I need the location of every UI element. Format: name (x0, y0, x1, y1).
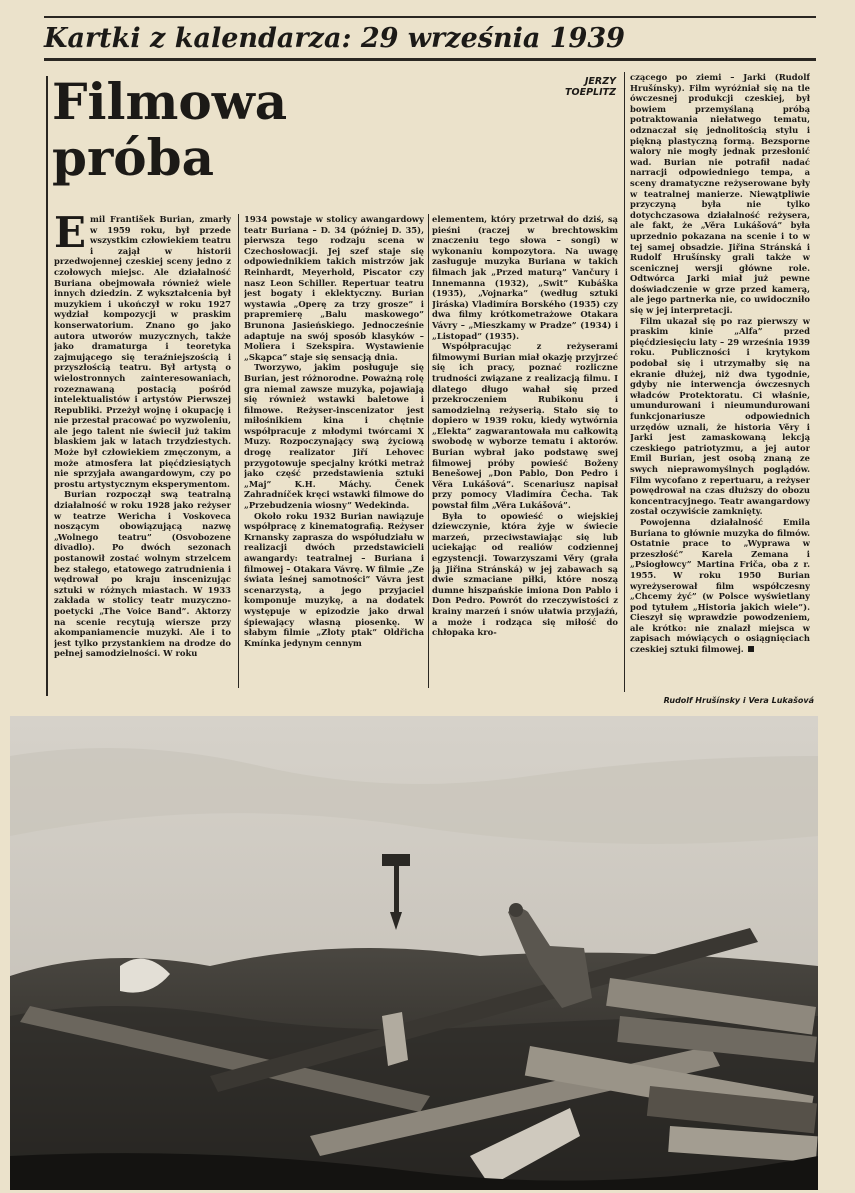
column-rule (624, 72, 625, 692)
paragraph: elementem, który przetrwał do dziś, są pieśni (raczej w brechtowskim znaczeniu tego słowa – songi) w wykonaniu kompozytora. Na uwagę zasługuje muzyka Buriana w takich filmach jak „Przed maturą” Vančury i Innemanna (1932), „Swit” Kubáška (1935), „Vojnarka” (według sztuki Jiráska) Vladimíra Borského (1935) czy dwa filmy krótkometrażowe Otakara Vávry – „Mieszkamy w Pradze” (1934) i „Listopad” (1935). (432, 214, 618, 341)
paragraph-text: mil František Burian, zmarły w 1959 roku, był przede wszystkim człowiekiem teatru i zajął w historii przedwojennej czeskiej sceny jedno z czołowych miejsc. Ale działalność Buriana obejmowała również wiele innych dziedzin. Z wykształcenia był muzykiem i ukończył w roku 1927 wydział kompozycji w praskim konserwatorium. Znano go jako autora utworów muzycznych, także jako dramaturga i teoretyka zajmującego się teraźniejszością i przyszłością teatru. Był artystą o wielostronnych zainteresowaniach, rozeznawaną postacią pośród intelektualistów i artystów Pierwszej Republiki. Przeżył wojnę i okupację i nie przestał pracować po wyzwoleniu, ale jego talent nie świecił już takim blaskiem jak w latach trzydziestych. Może był człowiekiem zmęczonym, a może atmosfera lat pięćdziesiątych nie sprzyjała awangardowym, czy po prostu artystycznym eksperymentom. (54, 214, 231, 489)
section-header: Kartki z kalendarza: 29 września 1939 (44, 23, 625, 54)
paragraph: Była to opowieść o wiejskiej dziewczynie, która żyje w świecie marzeń, przeciwstawiając się lub uciekając od realiów codziennej egzystencji. Towarzyszami Věry (grała ją Jiřina Stránská) w jej zabawach są dwie szmaciane piłki, które noszą dumne hiszpańskie imiona Don Pablo i Don Pedro. Powrót do rzeczywistości z krainy marzeń i snów ułatwia przyjaźń, a może i rodząca się miłość do chłopaka kro- (432, 510, 618, 638)
paragraph (630, 517, 810, 655)
paragraph: czącego po ziemi – Jarki (Rudolf Hrušínsky). Film wyróżniał się na tle ówczesnej produkcji czeskiej, był bowiem przemyślaną próbą potraktowania niełatwego tematu, odznaczał się jednolitością stylu i piękną plastyczną formą. Bezsporne walory nie mogły jednak przesłonić wad. Burian nie potrafił nadać narracji odpowiedniego tempa, a sceny dramatyczne reżyserowane były w teatralnej manierze. Niewątpliwie przyczyną była nie tylko dotychczasowa działalność reżysera, ale fakt, że „Věra Lukášová” była uprzednio pokazana na scenie i to w tej samej obsadzie. Jiřina Stránská i Rudolf Hrušínsky grali także w scenicznej wersji główne role. Odtwórca Jarki miał już pewne doświadczenie w grze przed kamerą, ale jego partnerka nie, co uwidoczniło się w jej interpretacji. (630, 72, 810, 316)
paragraph: Współpracując z reżyserami filmowymi Burian miał okazję przyjrzeć się ich pracy, poznać rozliczne trudności związane z realizacją filmu. I dlatego długo wahał się przed przekroczeniem Rubikonu i samodzielną reżyserią. Stało się to dopiero w 1939 roku, kiedy wytwórnia „Elekta” zagwarantowała mu całkowitą swobodę w wyborze tematu i aktorów. Burian wybrał jako podstawę swej filmowej próby powieść Boženy Benešowej „Don Pablo, Don Pedro i Věra Lukášová”. Scenariusz napisał przy pomocy Vladimíra Čecha. Tak powstał film „Věra Lukášová”. (432, 341, 618, 511)
article-title (52, 74, 287, 186)
article-column-1 (54, 214, 231, 688)
author-first-name: JERZY (584, 76, 616, 87)
header-rule (44, 58, 816, 61)
author-byline (552, 76, 616, 98)
drop-cap: E (54, 214, 87, 257)
column-rule (238, 214, 239, 688)
author-last-name: TOEPLITZ (565, 87, 616, 98)
column-rule (428, 214, 429, 688)
top-rule (44, 16, 816, 18)
title-line-2: próba (52, 128, 215, 187)
paragraph: 1934 powstaje w stolicy awangardowy teatr Buriana – D. 34 (później D. 35), pierwsza tego rodzaju scena w Czechosłowacji. Jej szef staje się odpowiednikiem takich mistrzów jak Reinhardt, Meyerhold, Piscator czy nasz Leon Schiller. Repertuar teatru jest bogaty i eklektyczny. Burian wystawia „Operę za trzy grosze” i prapremierę „Balu maskowego” Brunona Jasieńskiego. Jednocześnie adaptuje na swój sposób klasyków – Moliera i Szekspira. Wystawienie „Skąpca” staje się sensacją dnia. (244, 214, 424, 362)
photo-caption: Rudolf Hrušínsky i Vera Lukašová (663, 696, 814, 705)
paragraph: Około roku 1932 Burian nawiązuje współpracę z kinematografią. Reżyser Krnansky zaprasza do współudziału w realizacji dwóch przedstawicieli awangardy: teatralnej – Buriana i filmowej – Otakara Vávrę. W filmie „Ze świata leśnej samotności” Vávra jest scenarzystą, a jego przyjaciel komponuje muzykę, a na dodatek występuje w epizodzie jako drwal śpiewający własną piosenkę. W słabym filmie „Złoty ptak” Oldřicha Kmínka jedynym cennym (244, 510, 424, 648)
article-column-3 (432, 214, 618, 688)
left-margin-rule (46, 76, 48, 696)
title-line-1: Filmowa (52, 72, 288, 131)
end-mark-icon (748, 646, 754, 652)
paragraph (54, 214, 231, 489)
film-still-illustration (10, 716, 818, 1190)
paragraph: Burian rozpoczął swą teatralną działalność w roku 1928 jako reżyser w teatrze Wericha i Voskoveca noszącym obowiązującą nazwę „Wolnego teatru” (Osvobozene divadlo). Po dwóch sezonach postanowił zostać wolnym strzelcem bez stałego, etatowego zatrudnienia i wędrował po kraju inscenizując sztuki w różnych miastach. W 1933 zakłada w stolicy teatr muzyczno-poetycki „The Voice Band”. Aktorzy na scenie recytują wiersze przy akompaniamencie muzyki. Ale i to jest tylko przystankiem na drodze do pełnej samodzielności. W roku (54, 489, 231, 659)
paragraph: Film ukazał się po raz pierwszy w praskim kinie „Alfa” przed pięćdziesięciu laty – 29 września 1939 roku. Publiczności i krytykom podobał się i utrzymałby się na ekranie dłużej, niż dwa tygodnie, gdyby nie interwencja ówczesnych władców Protektoratu. Ci właśnie, umundurowani i nieumundurowani funkcjonariusze odpowiednich urzędów uznali, że historia Věry i Jarki jest zamaskowaną lekcją czeskiego patriotyzmu, a jej autor Emil Burian, jest osobą znaną ze swych nieprawomyślnych poglądów. Film wycofano z repertuaru, a reżyser powędrował na czas dłuższy do obozu koncentracyjnego. Teatr awangardowy został oczywiście zamknięty. (630, 315, 810, 517)
article-column-2 (244, 214, 424, 688)
film-still-photo (10, 716, 818, 1190)
paragraph: Tworzywo, jakim posługuje się Burian, jest różnorodne. Poważną rolę gra niemal zawsze muzyka, pojawiają się również wstawki baletowe i filmowe. Reżyser-inscenizator jest miłośnikiem kina i chętnie współpracuje z młodymi twórcami X Muzy. Rozpoczynający swą życiową drogę realizator Jiří Lehovec przygotowuje specjalny krótki metraż jako część przedstawienia sztuki „Maj” K.H. Máchy. Čenek Zahradníček kręci wstawki filmowe do „Przebudzenia wiosny” Wedekinda. (244, 362, 424, 511)
paragraph-text: Powojenna działalność Emila Buriana to głównie muzyka do filmów. Ostatnie prace to „Wyprawa w przeszłość” Karela Zemana i „Psiogłowcy” Martina Friča, oba z r. 1955. W roku 1950 Burian wyreżyserował film współczesny „Chcemy żyć” (w Polsce wyświetlany pod tytułem „Historia jakich wiele”). Cieszył się wprawdzie powodzeniem, ale krótko: nie znalazł miejsca w zapisach mówiących o osiągnięciach czeskiej sztuki filmowej. (630, 516, 810, 655)
article-column-4 (630, 72, 810, 692)
